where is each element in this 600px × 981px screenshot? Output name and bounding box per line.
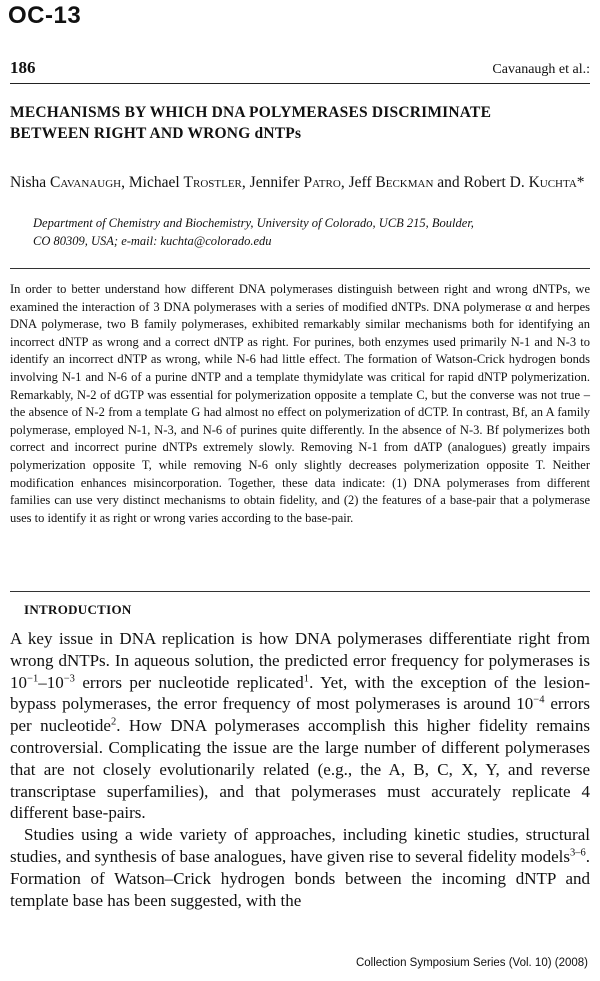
affiliation-line-1: Department of Chemistry and Biochemistry, University of Colorado, UCB 215, Boulder, — [33, 216, 474, 230]
author-family-name: Cavanaugh — [50, 174, 122, 191]
paper-title — [10, 102, 590, 144]
author-family-name: Beckman — [375, 174, 434, 191]
author-separator: , — [241, 174, 250, 191]
abstract: In order to better understand how different DNA polymerases distinguish between right and wrong dNTPs, we examined the interaction of 3 DNA polymerases with a series of modified dNTPs. DNA polymerase α and herpes DNA polymerase, two B family polymerases, exhibited remarkably similar mechanisms both for identifying an incorrect dNTP as wrong and a correct dNTP as right. For purines, both enzymes used primarily N-1 and N-3 to identify an incorrect dNTP as wrong, while N-6 had little effect. The formation of Watson-Crick hydrogen bonds involving N-1 and N-6 of a purine dNTP and a template thymidylate was critical for rapid dNTP polymerization. Remarkably, N-2 of dGTP was essential for polymerization opposite a template C, but the converse was not true – the absence of N-2 from a template G had almost no effect on polymerization of dCTP. In contrast, Bf, an A family polymerase, employed N-1, N-3, and N-6 of purines quite differently. In the absence of N-3. Bf polymerizes both correct and incorrect purine dNTPs extremely slowly. Removing N-1 from dATP (analogues) greatly impairs polymerization opposite T, while removing N-6 only slightly decreases polymerization opposite T. Neither modification enhances misincorporation. Together, these data indicate: (1) DNA polymerases from different families can use very distinct mechanisms to obtain fidelity, and (2) the features of a base-pair that a polymerase uses to identify it as right or wrong varies according to the base-pair. — [10, 282, 590, 525]
paragraph-2 — [10, 824, 590, 911]
running-header — [10, 58, 590, 84]
author-given-name: Jennifer — [249, 174, 300, 191]
author-family-name: Kuchta — [528, 174, 577, 191]
divider-bottom — [10, 591, 590, 592]
affiliation — [33, 214, 580, 250]
p2-text-b: . Formation of Watson–Crick hydrogen bonds between the incoming dNTP and template base has been suggested, with the — [10, 846, 590, 910]
author-given-name: Michael — [128, 174, 180, 191]
p1-text-b: 10 — [10, 672, 27, 692]
paragraph-1 — [10, 628, 590, 824]
body-text — [10, 628, 590, 911]
p1-text-d: errors per nucleotide replicated — [74, 672, 304, 692]
p1-exponent-3: −4 — [533, 694, 545, 706]
p1-exponent-1: −1 — [27, 672, 39, 684]
author-separator: and — [433, 174, 464, 191]
p1-text-e: . Yet, with the exception of the lesion-bypass polymerases, the error frequency of most polymerases is around 10 — [10, 672, 590, 714]
p2-ref-1: 3–6 — [569, 847, 586, 859]
p1-ref-2: 2 — [110, 716, 117, 728]
paper-code: OC-13 — [8, 2, 82, 29]
p1-exponent-2: −3 — [63, 672, 75, 684]
affiliation-line-2: CO 80309, USA; e-mail: kuchta@colorado.edu — [33, 234, 272, 248]
p1-text-f: errors per nucleotide — [10, 694, 590, 736]
p1-ref-1: 1 — [303, 672, 310, 684]
author-family-name: Patro — [303, 174, 341, 191]
divider-top — [10, 268, 590, 269]
author-family-name: Trostler — [183, 174, 242, 191]
p2-text-a: Studies using a wide variety of approaches, including kinetic studies, structural studies, and synthesis of base analogues, have given rise to several fidelity models — [10, 825, 590, 866]
author-given-name: Robert D. — [463, 174, 525, 191]
author-list — [10, 172, 590, 193]
title-line-2: BETWEEN RIGHT AND WRONG dNTPs — [10, 125, 302, 142]
p1-text-c: –10 — [38, 672, 64, 692]
author-given-name: Nisha — [10, 174, 47, 191]
author-separator: * — [576, 174, 585, 191]
page-number: 186 — [10, 58, 36, 77]
author-given-name: Jeff — [348, 174, 372, 191]
author-separator: , — [340, 174, 349, 191]
p1-text-g: . How DNA polymerases accomplish this higher fidelity remains controversial. Complicating the issue are the large number of different polymerases that are not closely evolutionarily related (e.g., the A, B, C, X, Y, and reverse transcriptase superfamilies), and that polymerases must accurately replicate 4 different base-pairs. — [10, 716, 591, 823]
p1-text-a: A key issue in DNA replication is how DNA polymerases differentiate right from wrong dNTPs. In aqueous solution, the predicted error frequency for polymerases is — [10, 629, 590, 670]
footer-citation: Collection Symposium Series (Vol. 10) (2008) — [355, 957, 588, 969]
title-line-1: MECHANISMS BY WHICH DNA POLYMERASES DISCRIMINATE — [10, 104, 492, 121]
running-author: Cavanaugh et al.: — [492, 62, 590, 77]
author-separator: , — [121, 174, 129, 191]
section-heading: INTRODUCTION — [24, 602, 132, 617]
